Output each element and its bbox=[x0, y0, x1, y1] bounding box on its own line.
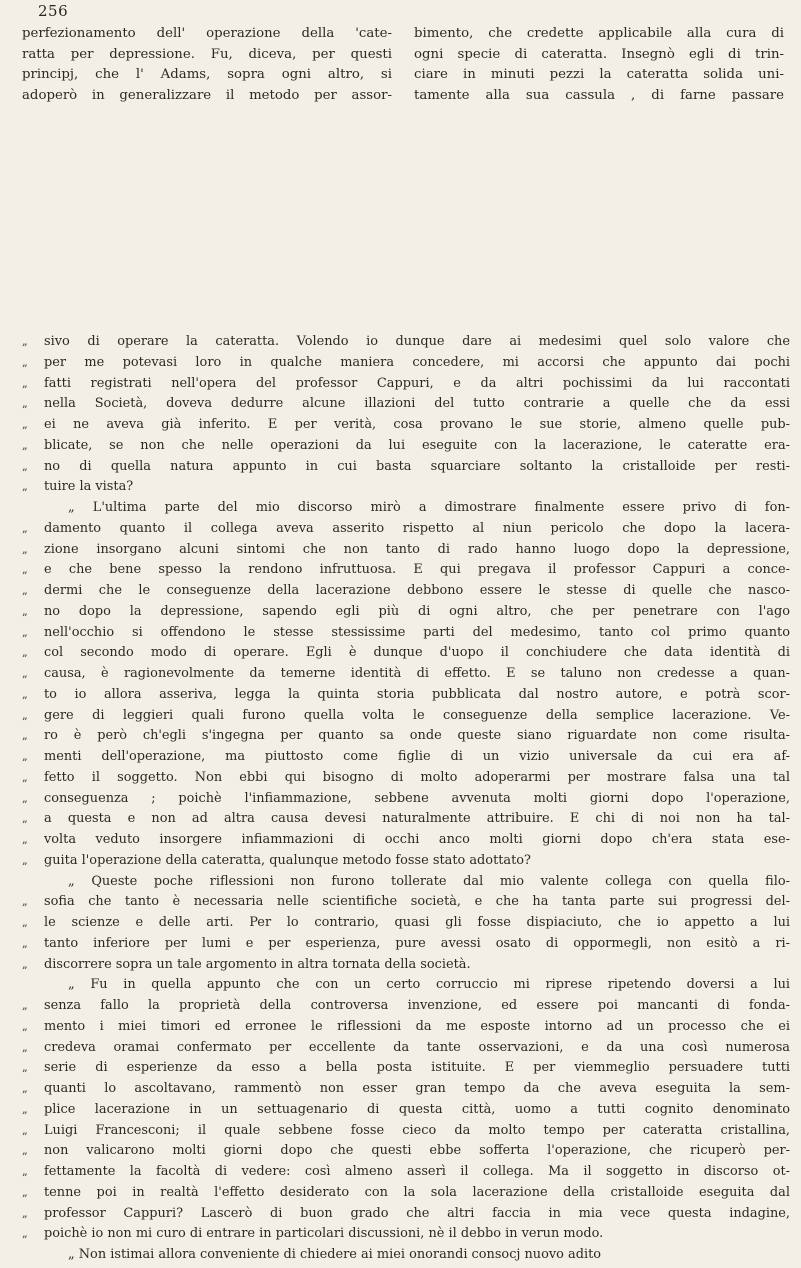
text-line bbox=[22, 955, 790, 976]
line-text: fettamente la facoltà di vedere: così almeno asserì il collega. Ma il soggetto in discorso ot- bbox=[44, 1164, 790, 1179]
line-text: causa, è ragionevolmente da temerne identità di effetto. E se taluno non credesse a quan- bbox=[44, 666, 790, 681]
quote-mark: „ bbox=[22, 376, 28, 390]
text-line bbox=[22, 581, 790, 602]
text-line: tamente alla sua cassula , di farne passare bbox=[414, 87, 784, 103]
text-line: ratta per depressione. Fu, diceva, per questi bbox=[22, 46, 392, 62]
top-right-column bbox=[414, 24, 784, 106]
line-text: „ Queste poche riflessioni non furono tollerate dal mio valente collega con quella filo- bbox=[68, 873, 790, 889]
quote-mark: „ bbox=[22, 999, 28, 1012]
line-text: professor Cappuri? Lascerò di buon grado che altri faccia in mia vece questa indagine, bbox=[44, 1205, 790, 1221]
text-line bbox=[22, 1183, 790, 1204]
line-text: to io allora asseriva, legga la quinta storia pubblicata dal nostro autore, e potrà scor- bbox=[44, 686, 790, 702]
line-text: guita l'operazione della cateratta, qualunque metodo fosse stato adottato? bbox=[44, 852, 531, 868]
text-line bbox=[22, 1079, 790, 1100]
quote-mark: „ bbox=[22, 1227, 28, 1241]
quote-mark: „ bbox=[22, 1206, 28, 1220]
line-text: le scienze e delle arti. Per lo contrario, quasi gli fosse dispiaciuto, che io appetto a lui bbox=[44, 915, 790, 930]
text-line bbox=[22, 768, 790, 789]
text-line bbox=[22, 643, 790, 664]
line-text: „ Fu in quella appunto che con un certo corruccio mi riprese ripetendo doversi a lui bbox=[68, 977, 790, 993]
quote-mark: „ bbox=[22, 936, 28, 950]
text-line bbox=[22, 540, 790, 561]
line-text: damento quanto il collega aveva asserito rispetto al niun pericolo che dopo la lacera- bbox=[44, 520, 790, 536]
line-text: sivo di operare la cateratta. Volendo io dunque dare ai medesimi quel solo valore che bbox=[44, 334, 790, 349]
line-text: ro è però ch'egli s'ingegna per quanto sa onde queste siano riguardate non come risulta- bbox=[44, 728, 790, 744]
text-line: principj, che l' Adams, sopra ogni altro, si bbox=[22, 67, 392, 82]
text-line bbox=[22, 1058, 790, 1079]
text-line: ogni specie di cateratta. Insegnò egli di trin- bbox=[414, 46, 784, 62]
text-line bbox=[22, 913, 790, 934]
line-text: ei ne aveva già inferito. E per verità, cosa provano le sue storie, almeno quelle pub- bbox=[44, 417, 790, 432]
quote-mark: „ bbox=[22, 750, 28, 763]
line-text: no di quella natura appunto in cui basta squarciare soltanto la cristalloide per resti- bbox=[44, 458, 790, 474]
line-text: menti dell'operazione, ma piuttosto come figlie di un vizio universale da cui era af- bbox=[44, 749, 790, 764]
quote-mark: „ bbox=[22, 604, 28, 618]
line-text: plice lacerazione in un settuagenario di questa città, uomo a tutti cognito denominato bbox=[44, 1101, 790, 1117]
text-line bbox=[22, 747, 790, 768]
line-text: poichè io non mi curo di entrare in particolari discussioni, nè il debbo in verun modo. bbox=[44, 1226, 604, 1242]
text-line bbox=[22, 1162, 790, 1183]
quote-mark: „ bbox=[22, 438, 28, 452]
body-text bbox=[22, 332, 790, 1266]
line-text: zione insorgano alcuni sintomi che non tanto di rado hanno luogo dopo la depressione, bbox=[44, 541, 790, 557]
line-text: fetto il soggetto. Non ebbi qui bisogno di molto adoperarmi per mostrare falsa una tal bbox=[44, 769, 790, 785]
text-line bbox=[22, 332, 790, 353]
text-line bbox=[22, 602, 790, 623]
quote-mark: „ bbox=[22, 1144, 28, 1158]
quote-mark: „ bbox=[22, 770, 28, 784]
quote-mark: „ bbox=[22, 480, 28, 494]
line-text: senza fallo la proprietà della controversa invenzione, ed essere poi mancanti di fonda- bbox=[44, 998, 790, 1013]
line-text: no dopo la depressione, sapendo egli più di ogni altro, che per penetrare con l'ago bbox=[44, 603, 790, 619]
text-line bbox=[22, 477, 790, 498]
line-text: quanti lo ascoltavano, rammentò non esser gran tempo da che aveva eseguita la sem- bbox=[44, 1081, 790, 1096]
line-text: fatti registrati nell'opera del professor Cappuri, e da altri pochissimi da lui raccontati bbox=[44, 375, 790, 391]
line-text: gere di leggieri quali furono quella volta le conseguenze della semplice lacerazione. Ve- bbox=[44, 707, 790, 723]
quote-mark: „ bbox=[22, 895, 28, 909]
quote-mark bbox=[22, 975, 44, 996]
page-number: 256 bbox=[38, 2, 69, 20]
text-line bbox=[22, 685, 790, 706]
text-line bbox=[22, 851, 790, 872]
line-text: discorrere sopra un tale argomento in altra tornata della società. bbox=[44, 956, 471, 972]
quote-mark: „ bbox=[22, 1061, 28, 1075]
text-line bbox=[22, 726, 790, 747]
text-line bbox=[22, 560, 790, 581]
text-line bbox=[22, 415, 790, 436]
quote-mark: „ bbox=[22, 1185, 28, 1199]
text-line bbox=[22, 1245, 790, 1266]
line-text: tenne poi in realtà l'effetto desiderato con la sola lacerazione della cristalloide eseguita dal bbox=[44, 1184, 790, 1200]
text-line bbox=[22, 353, 790, 374]
quote-mark: „ bbox=[22, 957, 28, 971]
line-text: per me potevasi loro in qualche maniera concedere, mi accorsi che appunto dai pochi bbox=[44, 354, 790, 370]
text-line bbox=[22, 809, 790, 830]
quote-mark: „ bbox=[22, 355, 28, 369]
quote-mark: „ bbox=[22, 1102, 28, 1116]
line-text: „ Non istimai allora conveniente di chiedere ai miei onorandi consocj nuovo adito bbox=[68, 1247, 602, 1262]
line-text: non valicarono molti giorni dopo che questi ebbe sofferta l'operazione, che ricuperò per- bbox=[44, 1143, 790, 1159]
quote-mark: „ bbox=[22, 542, 28, 556]
top-left-column bbox=[22, 24, 392, 106]
quote-mark: „ bbox=[22, 708, 28, 722]
line-text: Luigi Francesconi; il quale sebbene fosse cieco da molto tempo per cateratta cristallina, bbox=[44, 1122, 790, 1138]
text-line: perfezionamento dell' operazione della 'cate- bbox=[22, 26, 392, 41]
text-line bbox=[22, 934, 790, 955]
quote-mark: „ bbox=[22, 418, 28, 431]
text-line bbox=[22, 892, 790, 913]
line-text: serie di esperienze da esso a bella posta istituite. E per viemmeglio persuadere tutti bbox=[44, 1060, 790, 1076]
line-text: sofia che tanto è necessaria nelle scientifiche società, e che ha tanta parte sui progressi del- bbox=[44, 894, 790, 910]
text-line bbox=[22, 975, 790, 996]
quote-mark: „ bbox=[22, 521, 28, 535]
quote-mark: „ bbox=[22, 397, 28, 411]
text-line bbox=[22, 623, 790, 644]
line-text: mento i miei timori ed erronee le riflessioni da me esposte intorno ad un processo che ei bbox=[44, 1018, 790, 1034]
quote-mark: „ bbox=[22, 729, 28, 743]
quote-mark bbox=[22, 498, 44, 519]
quote-mark: „ bbox=[22, 1040, 28, 1054]
line-text: a questa e non ad altra causa devesi naturalmente attribuire. E chi di noi non ha tal- bbox=[44, 811, 790, 827]
quote-mark: „ bbox=[22, 791, 28, 805]
text-line bbox=[22, 1100, 790, 1121]
line-text: tanto inferiore per lumi e per esperienza, pure avessi osato di oppormegli, non esitò a ri- bbox=[44, 935, 790, 951]
quote-mark: „ bbox=[22, 335, 28, 348]
text-line: ciare in minuti pezzi la cateratta solida uni- bbox=[414, 67, 784, 82]
text-line bbox=[22, 1038, 790, 1059]
line-text: nella Società, doveva dedurre alcune illazioni del tutto contrarie a quelle che da essi bbox=[44, 396, 790, 412]
quote-mark: „ bbox=[22, 687, 28, 701]
text-line bbox=[22, 374, 790, 395]
text-line bbox=[22, 664, 790, 685]
quote-mark: „ bbox=[22, 812, 28, 826]
quote-mark: „ bbox=[22, 916, 28, 929]
text-line bbox=[22, 457, 790, 478]
text-line bbox=[22, 498, 790, 519]
quote-mark: „ bbox=[22, 1123, 28, 1137]
text-line bbox=[22, 394, 790, 415]
text-line bbox=[22, 519, 790, 540]
quote-mark: „ bbox=[22, 1165, 28, 1178]
text-line bbox=[22, 706, 790, 727]
line-text: credeva oramai confermato per eccellente da tante osservazioni, e da una così numerosa bbox=[44, 1039, 790, 1055]
quote-mark: „ bbox=[22, 1019, 28, 1033]
quote-mark: „ bbox=[22, 667, 28, 680]
line-text: blicate, se non che nelle operazioni da lui eseguite con la lacerazione, le cateratte era- bbox=[44, 437, 790, 453]
line-text: tuire la vista? bbox=[44, 479, 134, 495]
quote-mark: „ bbox=[22, 584, 28, 597]
text-line bbox=[22, 789, 790, 810]
text-line bbox=[22, 830, 790, 851]
line-text: e che bene spesso la rendono infruttuosa. E qui pregava il professor Cappuri a conce- bbox=[44, 562, 790, 578]
line-text: nell'occhio si offendono le stesse stessissime parti del medesimo, tanto col primo quanto bbox=[44, 624, 790, 640]
quote-mark: „ bbox=[22, 646, 28, 660]
quote-mark bbox=[22, 872, 44, 893]
text-line bbox=[22, 996, 790, 1017]
text-line bbox=[22, 1141, 790, 1162]
text-line bbox=[22, 1204, 790, 1225]
text-line bbox=[22, 1121, 790, 1142]
text-line: adoperò in generalizzare il metodo per assor- bbox=[22, 87, 392, 103]
text-line bbox=[22, 872, 790, 893]
quote-mark: „ bbox=[22, 625, 28, 639]
quote-mark: „ bbox=[22, 833, 28, 846]
quote-mark bbox=[22, 1245, 44, 1266]
line-text: volta veduto insorgere infiammazioni di occhi anco molti giorni dopo ch'era stata ese- bbox=[44, 832, 790, 847]
quote-mark: „ bbox=[22, 853, 28, 867]
text-line bbox=[22, 1224, 790, 1245]
quote-mark: „ bbox=[22, 1082, 28, 1095]
line-text: dermi che le conseguenze della lacerazione debbono essere le stesse di quelle che nasco- bbox=[44, 583, 790, 598]
text-line bbox=[22, 1017, 790, 1038]
line-text: „ L'ultima parte del mio discorso mirò a dimostrare finalmente essere privo di fon- bbox=[68, 500, 790, 515]
text-line: bimento, che credette applicabile alla cura di bbox=[414, 26, 784, 41]
line-text: conseguenza ; poichè l'infiammazione, sebbene avvenuta molti giorni dopo l'operazione, bbox=[44, 790, 790, 806]
quote-mark: „ bbox=[22, 459, 28, 473]
text-line bbox=[22, 436, 790, 457]
quote-mark: „ bbox=[22, 563, 28, 577]
line-text: col secondo modo di operare. Egli è dunque d'uopo il conchiudere che data identità di bbox=[44, 645, 790, 661]
